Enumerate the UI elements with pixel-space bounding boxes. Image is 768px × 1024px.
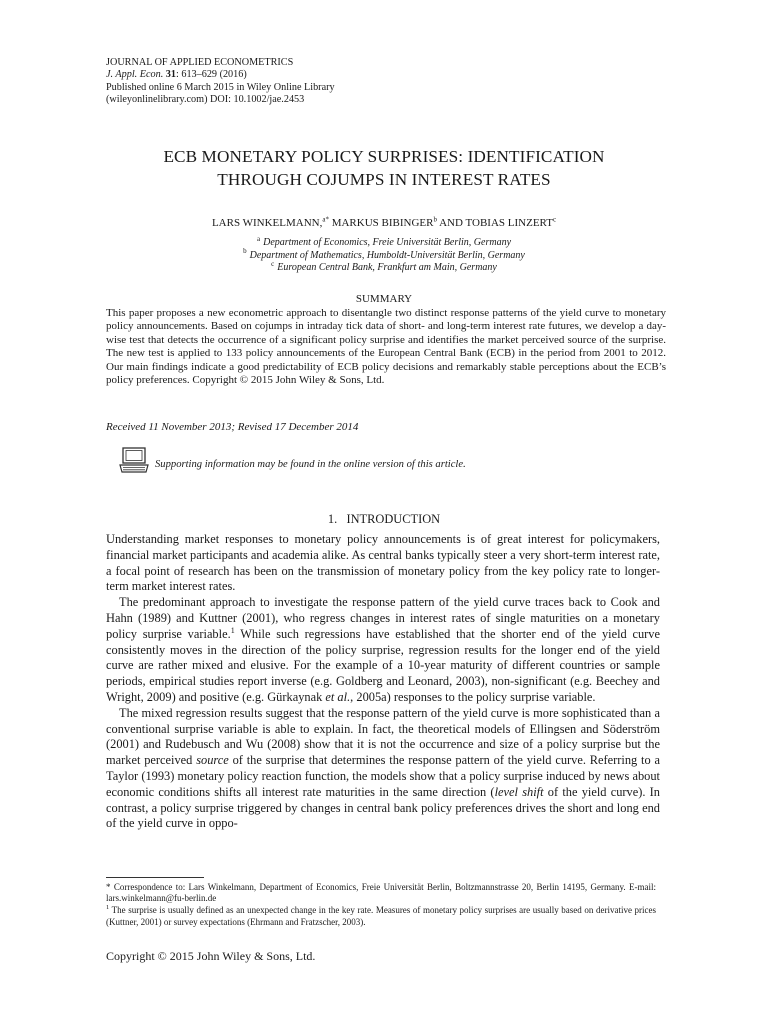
affiliation-text: European Central Bank, Frankfurt am Main, Germany (277, 262, 497, 273)
body-text (106, 532, 660, 832)
footnote-ref-1: 1 (230, 625, 235, 635)
paragraph-3-text-a: The mixed regression results suggest that the response pattern of the yield curve is more sophisticated than a conventional surprise variable is able to explain. In fact, the theoretical models of Ellingsen and Söderström (2001) and Rudebusch and Wu (2008) show that it is not the occurrence and size of a policy surprise but the market perceived (106, 705, 660, 768)
author-3: AND TOBIAS LINZERT (436, 217, 553, 229)
et-al: et al. (325, 689, 351, 704)
summary-heading: SUMMARY (355, 293, 413, 305)
affiliation-mark: a (256, 234, 261, 243)
footnote-1 (106, 905, 656, 927)
paragraph-2-text-a: The predominant approach to investigate the response pattern of the yield curve traces back to Cook and Hahn (1989) and Kuttner (2001), who regress changes in interest rates of single maturities on a monetary policy surprise variable. (106, 595, 660, 641)
affiliation-mark: b (243, 247, 247, 256)
citation-volume: 31 (165, 69, 176, 81)
correspondence-note: * Correspondence to: Lars Winkelmann, Department of Economics, Freie Universität Berlin, Boltzmannstrasse 20, Berlin 14195, Germany. E-mail: lars.winkelmann@fu-berlin.de (106, 882, 656, 904)
section-heading (106, 512, 662, 526)
paragraph-2-text-c: , 2005a) responses to the policy surprise variable. (350, 689, 596, 704)
section-title: INTRODUCTION (346, 512, 441, 526)
emphasis-source: source (196, 753, 229, 768)
emphasis-level-shift: level shift (494, 784, 544, 799)
paragraph-3-text-b: of the surprise that determines the response pattern of the yield curve. Referring to a Taylor (1993) monetary policy reaction function, the models show that a policy surprise induced by news about economic conditions shifts all interest rate maturities in the same direction ( (106, 753, 660, 799)
journal-name: JOURNAL OF APPLIED ECONOMETRICS (106, 57, 294, 68)
author-list (106, 217, 662, 230)
affiliation-a (106, 234, 662, 250)
citation-pages: : 613–629 (2016) (175, 69, 247, 81)
footnote-1-mark: 1 (106, 904, 110, 912)
paragraph-2 (106, 595, 660, 706)
author-2: MARKUS BIBINGER (328, 217, 434, 229)
affiliation-c (106, 259, 662, 275)
affiliation-b (106, 247, 662, 263)
affiliations (106, 234, 662, 275)
title-line-2: THROUGH COJUMPS IN INTEREST RATES (217, 169, 551, 189)
summary-text: This paper proposes a new econometric approach to disentangle two distinct response patterns of the yield curve to monetary policy announcements. Based on cojumps in intraday tick data of short- and long-term interest rate futures, we develop a day-wise test that detects the occurrence of a significant policy surprise and identifies the market perceived source of the surprise. The new test is applied to 133 policy announcements of the European Central Bank (ECB) in the period from 2001 to 2012. Our main findings indicate a good predictability of ECB policy decisions and remarkably stable perceptions about the ECB’s policy preferences. Copyright © 2015 John Wiley & Sons, Ltd. (106, 307, 666, 387)
paragraph-2-text-b: While such regressions have established that the shorter end of the yield curve consistently moves in the direction of the policy surprise, regression results for the longer end of the yield curve are rather mixed and elusive. For the example of a 10-year maturity of different countries or sample periods, empirical studies report inverse (e.g. Goldberg and Leonard, 2003), non-significant (e.g. Beechey and Wright, 2009) and positive (e.g. Gürkaynak (106, 626, 660, 704)
footnotes (106, 882, 656, 929)
affiliation-mark: c (271, 259, 275, 268)
computer-icon (119, 447, 149, 473)
doi-line: (wileyonlinelibrary.com) DOI: 10.1002/jae.2453 (106, 94, 305, 106)
paragraph-3-text-c: of the yield curve). In contrast, a policy surprise triggered by changes in central bank policy preferences drives the short and long end of the yield curve in oppo- (106, 784, 661, 831)
footnote-divider (106, 877, 204, 878)
received-dates: Received 11 November 2013; Revised 17 December 2014 (106, 421, 359, 433)
affiliation-text: Department of Economics, Freie Universität Berlin, Germany (263, 237, 512, 248)
article-title (106, 146, 662, 191)
title-line-1: ECB MONETARY POLICY SURPRISES: IDENTIFICATION (163, 147, 605, 166)
copyright-footer: Copyright © 2015 John Wiley & Sons, Ltd. (106, 949, 316, 963)
supporting-info-text: Supporting information may be found in the online version of this article. (155, 458, 466, 470)
author-1: LARS WINKELMANN, (211, 217, 323, 229)
footnote-1-text: The surprise is usually defined as an unexpected change in the key rate. Measures of monetary policy surprises are usually based on derivative prices (Kuttner, 2001) or survey expectations (Ehrmann and Fratzscher, 2003). (106, 905, 656, 927)
author-2-mark: b (433, 215, 437, 224)
author-3-mark: c (552, 215, 557, 224)
journal-header (106, 57, 335, 107)
author-1-marks: a* (322, 215, 329, 224)
affiliation-text: Department of Mathematics, Humboldt-Universität Berlin, Germany (249, 249, 525, 261)
supporting-info (119, 446, 466, 474)
published-line: Published online 6 March 2015 in Wiley Online Library (106, 81, 335, 93)
section-number: 1. (327, 512, 338, 526)
journal-citation (106, 69, 335, 81)
paragraph-1: Understanding market responses to monetary policy announcements is of great interest for policymakers, financial market participants and academia alike. As central banks typically steer a very short-term interest rate, a focal point of research has been on the transmission of monetary policy from the key policy rate to longer-term market interest rates. (106, 532, 660, 594)
citation-abbrev: J. Appl. Econ. (106, 69, 164, 81)
paragraph-3 (106, 706, 660, 832)
